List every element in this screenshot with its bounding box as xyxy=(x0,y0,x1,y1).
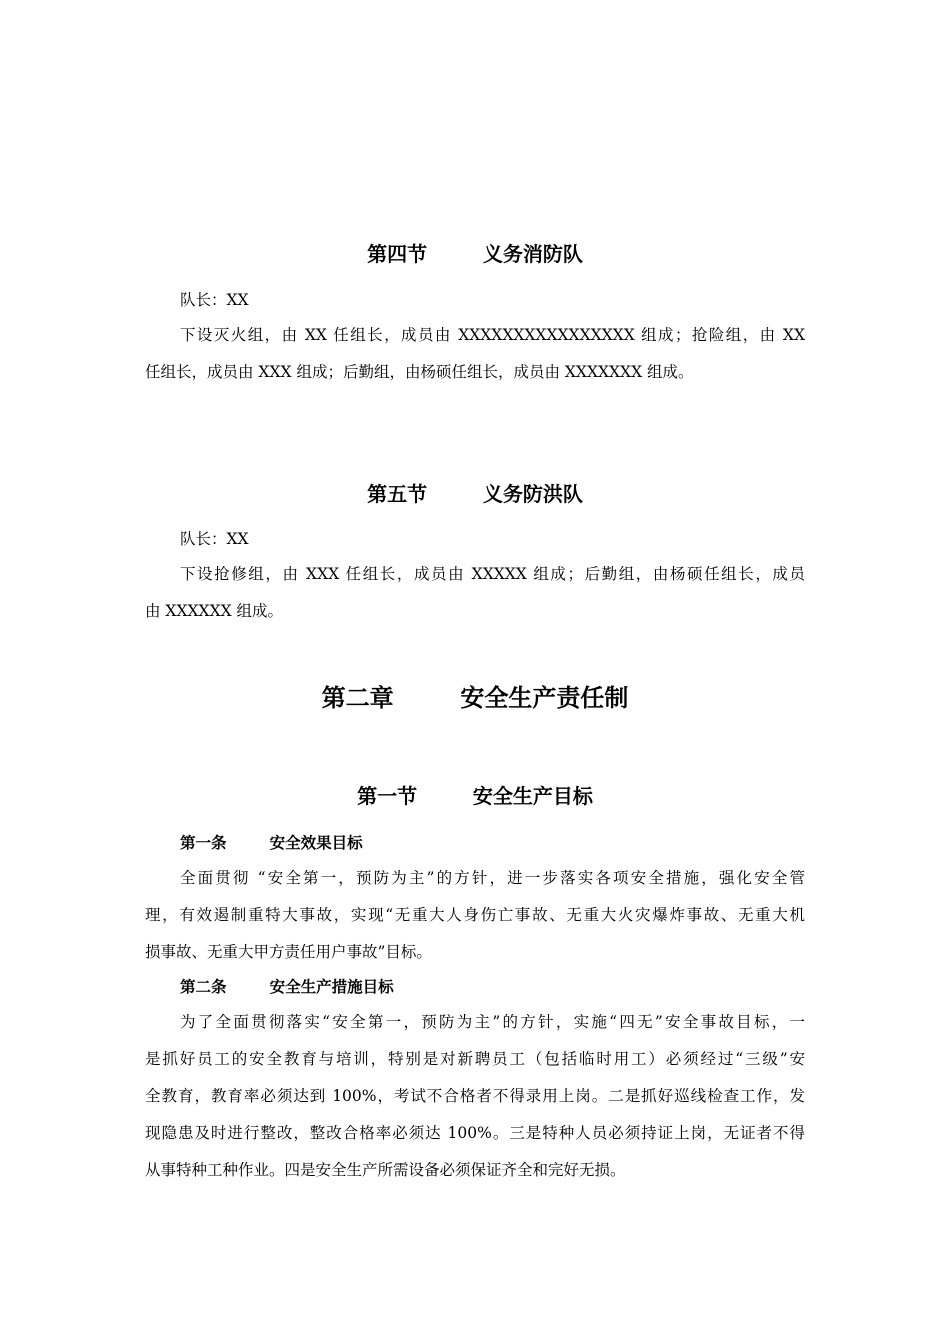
captain-line-5: 队长：XX xyxy=(180,530,249,548)
chapter-heading: 第二章 安全生产责任制 xyxy=(321,684,629,712)
body-line: 从事特种工种作业。四是安全生产所需设备必须保证齐全和完好无损。 xyxy=(145,1161,626,1179)
body-line: 理，有效遏制重特大事故，实现“无重大人身伤亡事故、无重大火灾爆炸事故、无重大机 xyxy=(145,906,805,924)
body-line: 下设抢修组，由 XXX 任组长，成员由 XXXXX 组成；后勤组，由杨硕任组长，成员 xyxy=(180,565,805,583)
body-line: 由 XXXXXX 组成。 xyxy=(145,602,284,620)
body-line: 全教育，教育率必须达到 100%，考试不合格者不得录用上岗。二是抓好巡线检查工作，发 xyxy=(145,1087,805,1105)
section-heading-4: 第四节 义务消防队 xyxy=(367,242,583,266)
body-line: 任组长，成员由 XXX 组成；后勤组，由杨硕任组长，成员由 XXXXXXX 组成。 xyxy=(145,363,694,381)
body-line: 损事故、无重大甲方责任用户事故”目标。 xyxy=(145,943,432,961)
article-title-1: 第一条 安全效果目标 xyxy=(180,834,363,852)
body-line: 是抓好员工的安全教育与培训，特别是对新聘员工（包括临时用工）必须经过“三级”安 xyxy=(145,1050,805,1068)
article-title-2: 第二条 安全生产措施目标 xyxy=(180,978,394,996)
body-line: 全面贯彻 “安全第一，预防为主”的方针，进一步落实各项安全措施，强化安全管 xyxy=(180,869,805,887)
body-line: 现隐患及时进行整改，整改合格率必须达 100%。三是特种人员必须持证上岗，无证者不得 xyxy=(145,1124,805,1142)
captain-line-4: 队长：XX xyxy=(180,291,249,309)
section-heading-1: 第一节 安全生产目标 xyxy=(357,784,593,808)
body-line: 为了全面贯彻落实“安全第一，预防为主”的方针，实施“四无”安全事故目标，一 xyxy=(180,1013,805,1031)
section-heading-5: 第五节 义务防洪队 xyxy=(367,482,583,506)
body-line: 下设灭火组，由 XX 任组长，成员由 XXXXXXXXXXXXXXXX 组成；抢险组，由 XX xyxy=(180,326,805,344)
